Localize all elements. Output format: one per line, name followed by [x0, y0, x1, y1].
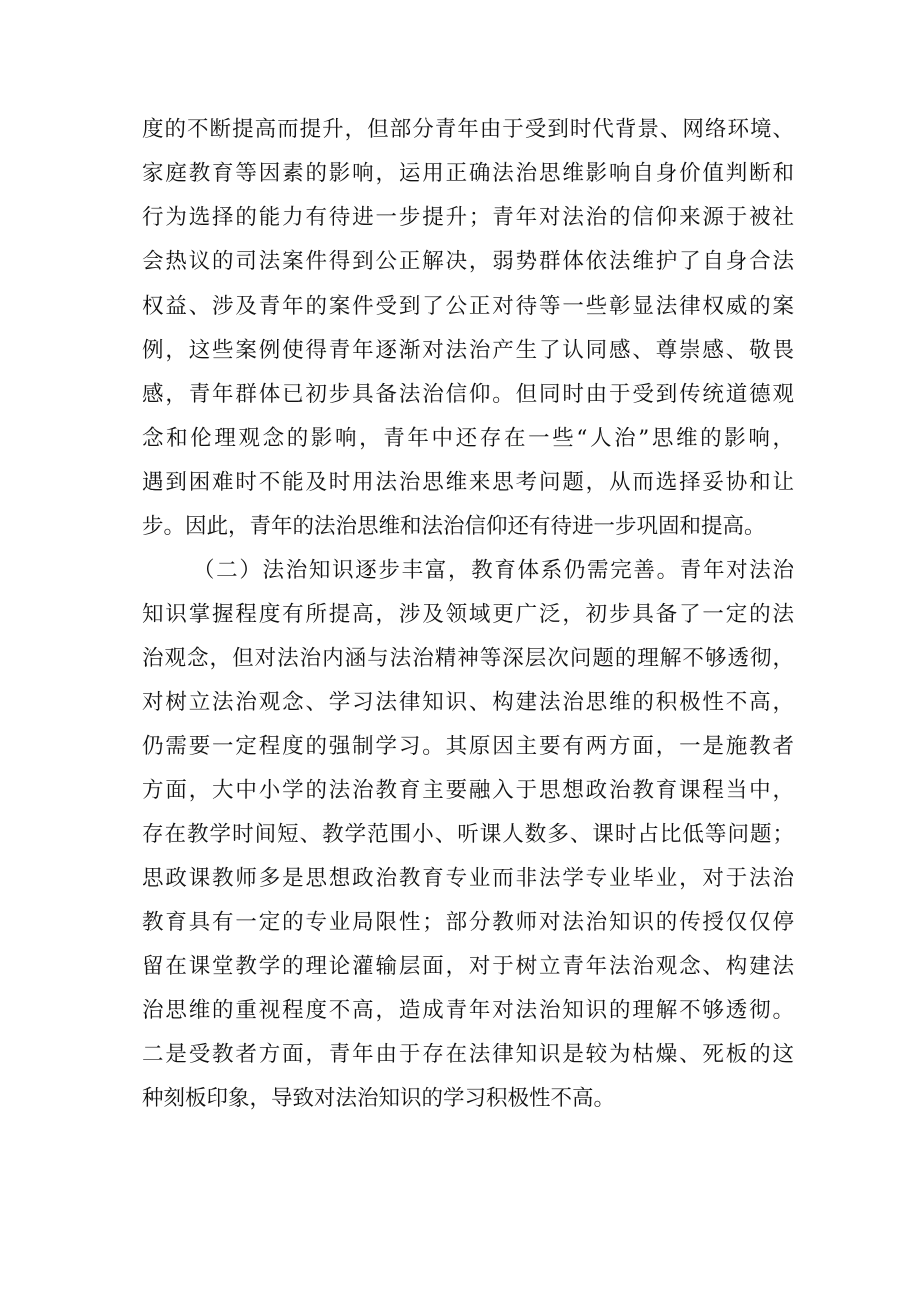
- text-line: 存在教学时间短、教学范围小、听课人数多、课时占比低等问题；: [142, 822, 794, 847]
- text-line: 行为选择的能力有待进一步提升；青年对法治的信仰来源于被社: [142, 205, 794, 230]
- text-line: 二是受教者方面，青年由于存在法律知识是较为枯燥、死板的这: [142, 1042, 794, 1067]
- text-line: 步。因此，青年的法治思维和法治信仰还有待进一步巩固和提高。: [142, 514, 766, 539]
- text-line: 仍需要一定程度的强制学习。其原因主要有两方面，一是施教者: [142, 734, 794, 759]
- text-line: 会热议的司法案件得到公正解决，弱势群体依法维护了自身合法: [142, 249, 794, 274]
- text-line: 例，这些案例使得青年逐渐对法治产生了认同感、尊崇感、敬畏: [142, 338, 794, 363]
- text-line: 遇到困难时不能及时用法治思维来思考问题，从而选择妥协和让: [142, 470, 794, 495]
- text-line: 种刻板印象，导致对法治知识的学习积极性不高。: [142, 1086, 616, 1111]
- text-line: 度的不断提高而提升，但部分青年由于受到时代背景、网络环境、: [142, 117, 794, 142]
- text-line: 念和伦理观念的影响，青年中还存在一些“人治”思维的影响，: [142, 426, 794, 451]
- text-line: 留在课堂教学的理论灌输层面，对于树立青年法治观念、构建法: [142, 954, 794, 979]
- text-line: 治观念，但对法治内涵与法治精神等深层次问题的理解不够透彻，: [142, 646, 794, 671]
- text-line: 感，青年群体已初步具备法治信仰。但同时由于受到传统道德观: [142, 382, 794, 407]
- text-line: 治思维的重视程度不高，造成青年对法治知识的理解不够透彻。: [142, 998, 794, 1023]
- text-line: 教育具有一定的专业局限性；部分教师对法治知识的传授仅仅停: [142, 910, 794, 935]
- text-line: 方面，大中小学的法治教育主要融入于思想政治教育课程当中，: [142, 778, 794, 803]
- text-line: 知识掌握程度有所提高，涉及领域更广泛，初步具备了一定的法: [142, 602, 794, 627]
- text-line: 权益、涉及青年的案件受到了公正对待等一些彰显法律权威的案: [142, 294, 794, 319]
- text-line: 对树立法治观念、学习法律知识、构建法治思维的积极性不高，: [142, 690, 794, 715]
- section-heading-line: （二）法治知识逐步丰富，教育体系仍需完善。青年对法治: [193, 558, 794, 583]
- text-line: 思政课教师多是思想政治教育专业而非法学专业毕业，对于法治: [142, 866, 794, 891]
- text-line: 家庭教育等因素的影响，运用正确法治思维影响自身价值判断和: [142, 161, 794, 186]
